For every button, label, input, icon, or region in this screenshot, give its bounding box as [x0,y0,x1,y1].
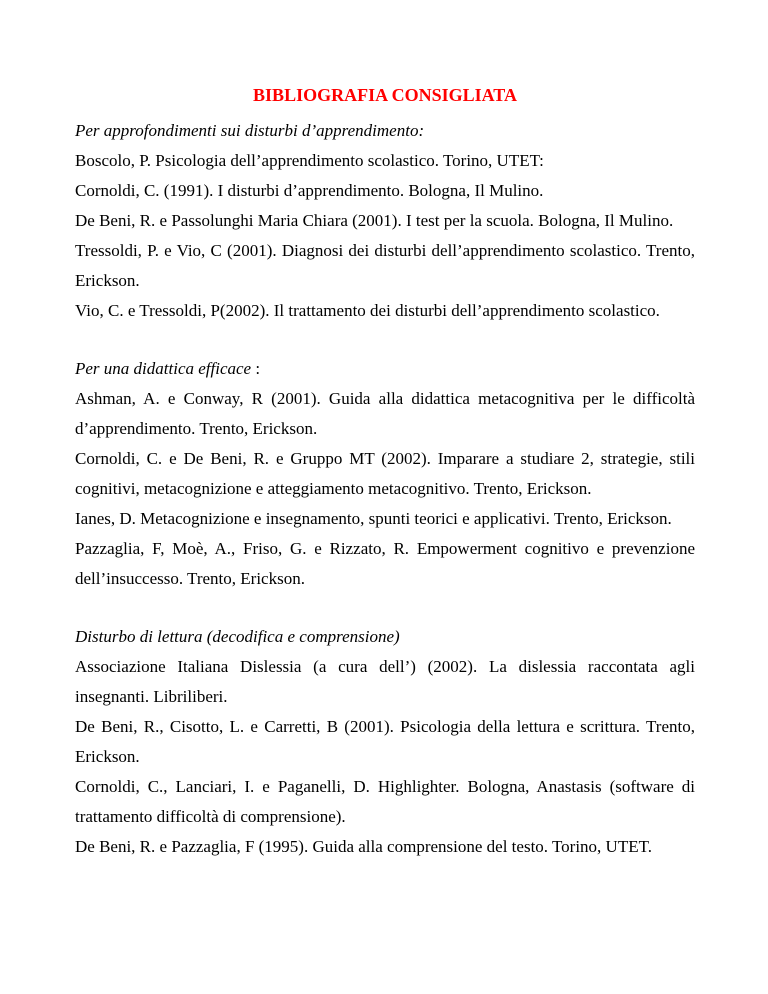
bibliography-entry: Associazione Italiana Dislessia (a cura dell’) (2002). La dislessia raccontata agli insegnanti. Libriliberi. [75,657,695,706]
document-title: BIBLIOGRAFIA CONSIGLIATA [253,85,517,105]
bibliography-entry: Tressoldi, P. e Vio, C (2001). Diagnosi dei disturbi dell’apprendimento scolastico. Trento, Erickson. [75,241,695,290]
bibliography-entry: Boscolo, P. Psicologia dell’apprendimento scolastico. Torino, UTET: [75,151,544,170]
section-heading [75,354,695,384]
bibliography-entry: De Beni, R. e Pazzaglia, F (1995). Guida alla comprensione del testo. Torino, UTET. [75,837,652,856]
bibliography-entry: De Beni, R. e Passolunghi Maria Chiara (2001). I test per la scuola. Bologna, Il Mulino. [75,211,674,230]
section-disturbo-lettura [75,622,695,862]
section-heading-italic: Disturbo di lettura (decodifica e comprensione) [75,627,400,646]
section-heading-suffix: : [251,359,261,378]
bibliography-entry: Cornoldi, C. e De Beni, R. e Gruppo MT (2002). Imparare a studiare 2, strategie, stili cognitivi, metacognizione e atteggiamento metacognitivo. Trento, Erickson. [75,449,695,498]
section-heading-italic: Per approfondimenti sui disturbi d’apprendimento: [75,121,425,140]
bibliography-entry: Cornoldi, C. (1991). I disturbi d’apprendimento. Bologna, Il Mulino. [75,181,544,200]
section-heading-italic: Per una didattica efficace [75,359,252,378]
section-disturbi-apprendimento [75,116,695,326]
bibliography-entry: Vio, C. e Tressoldi, P(2002). Il trattamento dei disturbi dell’apprendimento scolastico. [75,301,660,320]
bibliography-entry: De Beni, R., Cisotto, L. e Carretti, B (2001). Psicologia della lettura e scrittura. Trento, Erickson. [75,717,695,766]
bibliography-entry: Pazzaglia, F, Moè, A., Friso, G. e Rizzato, R. Empowerment cognitivo e prevenzione dell’insuccesso. Trento, Erickson. [75,539,695,588]
section-didattica-efficace [75,354,695,594]
bibliography-entry: Ianes, D. Metacognizione e insegnamento, spunti teorici e applicativi. Trento, Erickson. [75,509,672,528]
section-heading [75,622,695,652]
document-page [75,82,695,890]
bibliography-entry: Ashman, A. e Conway, R (2001). Guida alla didattica metacognitiva per le difficoltà d’apprendimento. Trento, Erickson. [75,389,695,438]
bibliography-entry: Cornoldi, C., Lanciari, I. e Paganelli, D. Highlighter. Bologna, Anastasis (software di trattamento difficoltà di comprensione). [75,777,695,826]
section-heading [75,116,695,146]
